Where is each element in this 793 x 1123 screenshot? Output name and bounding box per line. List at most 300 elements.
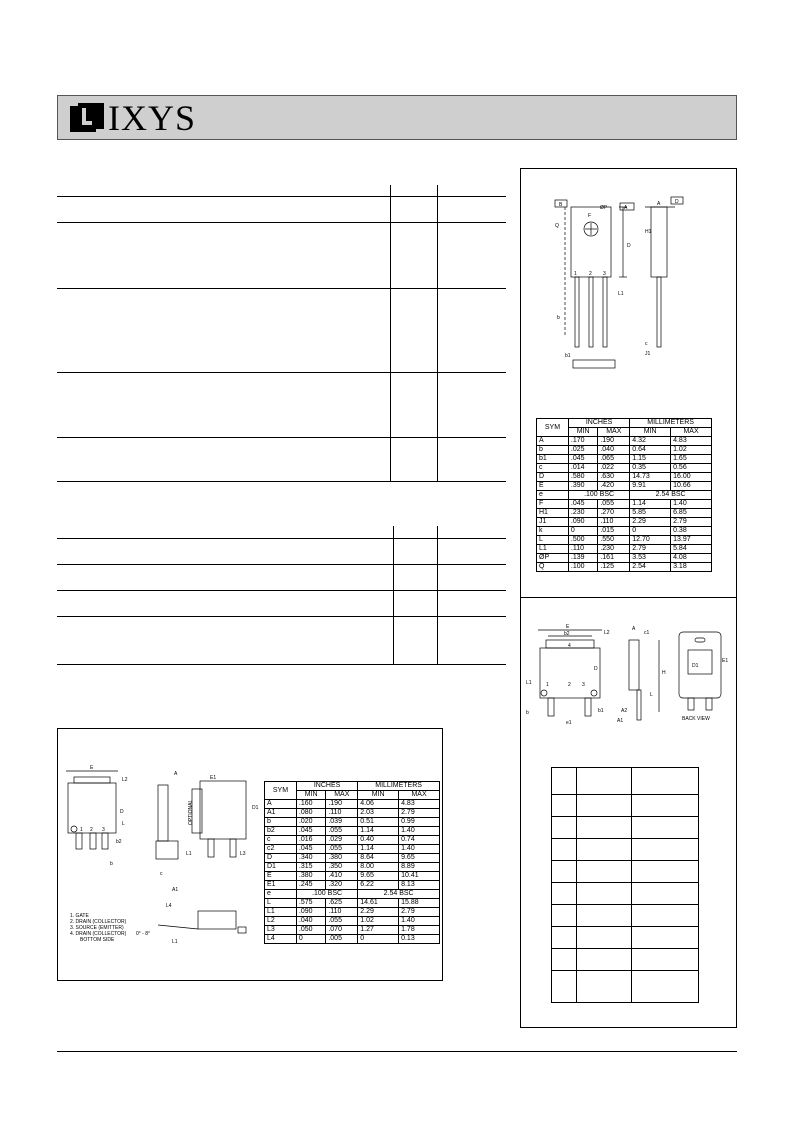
grid-cell (631, 905, 698, 927)
dimension-value: .190 (598, 437, 630, 446)
svg-text:A1: A1 (172, 887, 179, 893)
svg-text:c: c (160, 871, 163, 877)
grid-cell (576, 768, 631, 795)
grid-cell (576, 861, 631, 883)
svg-text:L1: L1 (526, 680, 532, 686)
grid-row (552, 971, 699, 1003)
grid-cell (576, 927, 631, 949)
dimension-symbol: L4 (265, 935, 297, 944)
svg-text:e1: e1 (566, 720, 572, 726)
svg-text:L4: L4 (166, 903, 172, 909)
dimension-value: .230 (568, 509, 597, 518)
dimension-value: 9.65 (358, 872, 399, 881)
svg-text:A: A (657, 201, 661, 207)
dimension-symbol: c (265, 836, 297, 845)
dimension-value: .055 (326, 917, 358, 926)
grid-cell (576, 905, 631, 927)
dimension-value: 14.61 (358, 899, 399, 908)
to220-outline-drawing (545, 195, 695, 375)
dimension-value: .022 (598, 464, 630, 473)
to263-note-4: 4. DRAIN (COLLECTOR) (70, 931, 127, 937)
table-row (537, 455, 712, 464)
svg-text:b: b (526, 710, 529, 716)
grid-cell (631, 883, 698, 905)
grid-cell (552, 817, 577, 839)
dimension-value: .500 (568, 536, 597, 545)
dimension-value: .575 (296, 899, 325, 908)
grid-cell (631, 861, 698, 883)
table-row (265, 827, 440, 836)
dimension-symbol: A1 (265, 809, 297, 818)
dimension-symbol: Q (537, 563, 569, 572)
svg-text:b: b (110, 861, 113, 867)
table-row (537, 482, 712, 491)
dimension-value: .100 (568, 563, 597, 572)
svg-text:b2: b2 (564, 631, 570, 637)
svg-text:b: b (557, 315, 560, 321)
dimension-value: 14.73 (630, 473, 671, 482)
dimension-value: 0.40 (358, 836, 399, 845)
table-header-min: MIN (296, 791, 325, 800)
to263-note-2: 2. DRAIN (COLLECTOR) (70, 919, 127, 925)
svg-text:L2: L2 (604, 630, 610, 636)
dimension-value: 0.35 (630, 464, 671, 473)
dimension-value: 1.14 (358, 827, 399, 836)
dimension-value: 2.29 (630, 518, 671, 527)
dimension-symbol: b2 (265, 827, 297, 836)
dimension-value: .005 (326, 935, 358, 944)
dimension-symbol: L2 (265, 917, 297, 926)
dimension-value: 4.83 (671, 437, 712, 446)
svg-text:b2: b2 (116, 839, 122, 845)
svg-text:E1: E1 (722, 658, 729, 664)
svg-text:L1: L1 (618, 291, 624, 297)
dimension-value: 5.84 (671, 545, 712, 554)
dimension-value: .100 BSC (296, 890, 357, 899)
dimension-value: .315 (296, 863, 325, 872)
svg-text:D: D (627, 243, 631, 249)
svg-text:L: L (122, 821, 125, 827)
dimension-value: 10.66 (671, 482, 712, 491)
dimension-value: 1.02 (671, 446, 712, 455)
dimension-value: 4.08 (671, 554, 712, 563)
dimension-value: 2.54 BSC (358, 890, 440, 899)
dimension-value: 8.13 (399, 881, 440, 890)
svg-text:A: A (174, 771, 178, 777)
dimension-value: 0.99 (399, 818, 440, 827)
to263-outline-drawing (60, 765, 265, 970)
dimension-value: .045 (296, 845, 325, 854)
table-row (537, 554, 712, 563)
svg-text:c: c (645, 341, 648, 347)
svg-text:1: 1 (546, 682, 549, 688)
table-header-max: MAX (671, 428, 712, 437)
dimension-symbol: e (537, 491, 569, 500)
table-row (537, 545, 712, 554)
dimension-symbol: A (265, 800, 297, 809)
svg-text:H: H (662, 670, 666, 676)
grid-row (552, 839, 699, 861)
dimension-value: .160 (296, 800, 325, 809)
grid-cell (576, 949, 631, 971)
dimension-symbol: k (537, 527, 569, 536)
grid-row (552, 927, 699, 949)
svg-text:2: 2 (589, 271, 592, 277)
dimension-value: 13.97 (671, 536, 712, 545)
grid-row (552, 795, 699, 817)
table-row (265, 899, 440, 908)
svg-text:L: L (650, 692, 653, 698)
dimension-value: .170 (568, 437, 597, 446)
dimension-value: 0.13 (399, 935, 440, 944)
table-row (265, 908, 440, 917)
svg-text:2: 2 (90, 827, 93, 833)
dimension-value: 1.27 (358, 926, 399, 935)
svg-text:3: 3 (603, 271, 606, 277)
dimension-value: .190 (326, 800, 358, 809)
dimension-value: .015 (598, 527, 630, 536)
svg-text:b1: b1 (565, 353, 571, 359)
dimension-symbol: b1 (537, 455, 569, 464)
dimension-value: 8.64 (358, 854, 399, 863)
dimension-value: .380 (326, 854, 358, 863)
table-row (265, 863, 440, 872)
dimension-value: 0.38 (671, 527, 712, 536)
dimension-value: .390 (568, 482, 597, 491)
dimension-value: 1.40 (399, 827, 440, 836)
dimension-value: .110 (568, 545, 597, 554)
grid-row (552, 817, 699, 839)
dimension-value: 4.06 (358, 800, 399, 809)
svg-text:D: D (675, 199, 679, 205)
table-row (537, 500, 712, 509)
footer-rule (57, 1051, 737, 1052)
dimension-value: 1.02 (358, 917, 399, 926)
to263-note-5: BOTTOM SIDE (80, 937, 115, 943)
dimension-value: .380 (296, 872, 325, 881)
table-row (265, 809, 440, 818)
grid-cell (552, 949, 577, 971)
svg-text:1: 1 (80, 827, 83, 833)
table-row (537, 464, 712, 473)
dimension-value: 0.64 (630, 446, 671, 455)
grid-row (552, 768, 699, 795)
dimension-symbol: b (537, 446, 569, 455)
svg-text:E: E (566, 624, 570, 630)
grid-cell (552, 768, 577, 795)
dimension-value: 5.85 (630, 509, 671, 518)
dimension-value: 15.88 (399, 899, 440, 908)
dimension-symbol: ØP (537, 554, 569, 563)
to263-note-1: 1. GATE (70, 913, 89, 919)
grid-cell (552, 905, 577, 927)
table-row (265, 926, 440, 935)
svg-text:0° - 8°: 0° - 8° (136, 931, 151, 937)
svg-text:D: D (120, 809, 124, 815)
table-row (537, 473, 712, 482)
table-header-sym: SYM (537, 419, 569, 437)
dimension-value: .090 (568, 518, 597, 527)
table-header-min: MIN (568, 428, 597, 437)
dimension-value: .016 (296, 836, 325, 845)
dimension-value: 2.79 (399, 809, 440, 818)
dimension-value: 2.79 (399, 908, 440, 917)
dimension-value: .045 (568, 455, 597, 464)
right-grid-table (551, 767, 699, 1003)
svg-text:F: F (588, 213, 592, 219)
dimension-value: .080 (296, 809, 325, 818)
dimension-value: 0.51 (358, 818, 399, 827)
table-header-min: MIN (630, 428, 671, 437)
table-row (537, 527, 712, 536)
dimension-symbol: c (537, 464, 569, 473)
to263-dimension-table (264, 781, 440, 944)
svg-text:H1: H1 (645, 229, 652, 235)
dimension-value: 2.54 BSC (630, 491, 712, 500)
grid-cell (576, 839, 631, 861)
dimension-symbol: H1 (537, 509, 569, 518)
table-row (265, 890, 440, 899)
svg-text:L1: L1 (172, 939, 178, 945)
to263-note-3: 3. SOURCE (EMITTER) (70, 925, 124, 931)
grid-cell (576, 817, 631, 839)
dimension-value: .055 (326, 845, 358, 854)
dimension-symbol: L (537, 536, 569, 545)
table-row (265, 845, 440, 854)
dimension-value: 1.40 (399, 917, 440, 926)
header-bar (57, 95, 737, 140)
to220-dimension-table (536, 418, 712, 572)
svg-text:1: 1 (574, 271, 577, 277)
table-row (265, 836, 440, 845)
table-header-max: MAX (399, 791, 440, 800)
dimension-value: .040 (598, 446, 630, 455)
dimension-value: 2.29 (358, 908, 399, 917)
svg-text:J1: J1 (645, 351, 651, 357)
dimension-value: .055 (326, 827, 358, 836)
grid-cell (576, 795, 631, 817)
grid-row (552, 883, 699, 905)
dimension-value: 6.22 (358, 881, 399, 890)
table-row (537, 437, 712, 446)
svg-text:A: A (632, 626, 636, 632)
dimension-value: 12.70 (630, 536, 671, 545)
table-row (537, 536, 712, 545)
dimension-symbol: L3 (265, 926, 297, 935)
grid-cell (552, 839, 577, 861)
dimension-value: .350 (326, 863, 358, 872)
dimension-value: 0 (358, 935, 399, 944)
dimension-value: .045 (568, 500, 597, 509)
dimension-value: .065 (598, 455, 630, 464)
dimension-value: .090 (296, 908, 325, 917)
svg-text:A1: A1 (617, 718, 624, 724)
dimension-value: .630 (598, 473, 630, 482)
dimension-value: .055 (598, 500, 630, 509)
grid-cell (552, 883, 577, 905)
table-row (537, 491, 712, 500)
dpak-outline-drawing (524, 622, 734, 737)
dimension-symbol: E1 (265, 881, 297, 890)
dimension-value: 10.41 (399, 872, 440, 881)
grid-cell (631, 927, 698, 949)
dimension-value: 4.83 (399, 800, 440, 809)
dimension-value: .320 (326, 881, 358, 890)
dimension-value: .029 (326, 836, 358, 845)
svg-text:E: E (90, 765, 94, 771)
grid-cell (631, 949, 698, 971)
dimension-symbol: L (265, 899, 297, 908)
dimension-value: .039 (326, 818, 358, 827)
dimension-value: .340 (296, 854, 325, 863)
svg-text:b1: b1 (598, 708, 604, 714)
svg-text:L1: L1 (186, 851, 192, 857)
dimension-value: .040 (296, 917, 325, 926)
svg-text:2: 2 (568, 682, 571, 688)
dimension-symbol: E (265, 872, 297, 881)
dimension-value: .161 (598, 554, 630, 563)
dimension-value: .550 (598, 536, 630, 545)
table-row (265, 854, 440, 863)
dimension-value: 1.65 (671, 455, 712, 464)
dimension-value: .014 (568, 464, 597, 473)
svg-text:L2: L2 (122, 777, 128, 783)
dimension-symbol: L1 (265, 908, 297, 917)
dimension-value: .025 (568, 446, 597, 455)
dimension-value: 0 (568, 527, 597, 536)
svg-text:B: B (559, 202, 563, 208)
svg-text:c1: c1 (644, 630, 650, 636)
table-header-inches: INCHES (568, 419, 629, 428)
grid-cell (631, 795, 698, 817)
dimension-value: 1.15 (630, 455, 671, 464)
dimension-symbol: c2 (265, 845, 297, 854)
dimension-value: .270 (598, 509, 630, 518)
ixys-logo (70, 98, 197, 138)
dimension-symbol: D (537, 473, 569, 482)
dimension-value: 2.79 (630, 545, 671, 554)
dimension-symbol: F (537, 500, 569, 509)
dimension-value: 0 (296, 935, 325, 944)
svg-text:D1: D1 (252, 805, 259, 811)
dimension-value: 4.32 (630, 437, 671, 446)
dimension-value: .110 (598, 518, 630, 527)
dimension-value: 1.40 (399, 845, 440, 854)
dimension-symbol: D1 (265, 863, 297, 872)
dimension-value: 3.53 (630, 554, 671, 563)
grid-cell (552, 927, 577, 949)
dimension-symbol: D (265, 854, 297, 863)
dimension-value: .139 (568, 554, 597, 563)
svg-text:D1: D1 (692, 663, 699, 669)
dimension-value: .245 (296, 881, 325, 890)
ixys-logo-mark-icon (70, 103, 104, 133)
grid-cell (552, 971, 577, 1003)
optional-label: OPTIONAL (188, 799, 194, 825)
table-row (537, 509, 712, 518)
dimension-value: .100 BSC (568, 491, 629, 500)
dimension-symbol: J1 (537, 518, 569, 527)
table-row (537, 518, 712, 527)
grid-cell (631, 817, 698, 839)
grid-cell (631, 971, 698, 1003)
dimension-value: 3.18 (671, 563, 712, 572)
grid-cell (576, 883, 631, 905)
table-row (537, 563, 712, 572)
svg-text:3: 3 (582, 682, 585, 688)
table-header-sym: SYM (265, 782, 297, 800)
table-row (265, 818, 440, 827)
dimension-symbol: b (265, 818, 297, 827)
svg-text:E1: E1 (210, 775, 217, 781)
table-header-millimeters: MILLIMETERS (358, 782, 440, 791)
dimension-symbol: L1 (537, 545, 569, 554)
table-row (265, 800, 440, 809)
table-header-inches: INCHES (296, 782, 357, 791)
dimension-symbol: A (537, 437, 569, 446)
dimension-value: 2.03 (358, 809, 399, 818)
dimension-value: .580 (568, 473, 597, 482)
dimension-value: 8.89 (399, 863, 440, 872)
grid-row (552, 905, 699, 927)
dimension-value: .070 (326, 926, 358, 935)
dimension-value: 9.91 (630, 482, 671, 491)
dimension-value: 0.56 (671, 464, 712, 473)
dimension-value: 9.65 (399, 854, 440, 863)
dimension-value: .020 (296, 818, 325, 827)
grid-cell (552, 861, 577, 883)
dimension-value: .625 (326, 899, 358, 908)
svg-text:A: A (624, 205, 628, 211)
dimension-value: 0.74 (399, 836, 440, 845)
grid-cell (631, 768, 698, 795)
table-header-millimeters: MILLIMETERS (630, 419, 712, 428)
grid-cell (631, 839, 698, 861)
table-header-max: MAX (326, 791, 358, 800)
table-row (265, 881, 440, 890)
dimension-value: .420 (598, 482, 630, 491)
dimension-value: .230 (598, 545, 630, 554)
table-header-max: MAX (598, 428, 630, 437)
dimension-value: .410 (326, 872, 358, 881)
dimension-value: 16.00 (671, 473, 712, 482)
table-row (537, 446, 712, 455)
svg-text:A2: A2 (621, 708, 628, 714)
dimension-value: .050 (296, 926, 325, 935)
table-row (265, 935, 440, 944)
svg-text:L3: L3 (240, 851, 246, 857)
svg-text:D: D (594, 666, 598, 672)
table-row (265, 917, 440, 926)
dimension-value: .110 (326, 908, 358, 917)
dimension-symbol: e (265, 890, 297, 899)
brand-name: IXYS (108, 98, 197, 138)
dimension-value: 1.78 (399, 926, 440, 935)
dimension-value: 1.14 (630, 500, 671, 509)
dimension-value: 1.14 (358, 845, 399, 854)
dimension-value: .045 (296, 827, 325, 836)
dimension-value: .125 (598, 563, 630, 572)
grid-row (552, 861, 699, 883)
svg-text:4: 4 (568, 643, 571, 649)
dimension-value: 0 (630, 527, 671, 536)
dimension-symbol: E (537, 482, 569, 491)
svg-text:Q: Q (555, 223, 559, 229)
dimension-value: 2.79 (671, 518, 712, 527)
dimension-value: 2.54 (630, 563, 671, 572)
table-row (265, 872, 440, 881)
dimension-value: 8.00 (358, 863, 399, 872)
